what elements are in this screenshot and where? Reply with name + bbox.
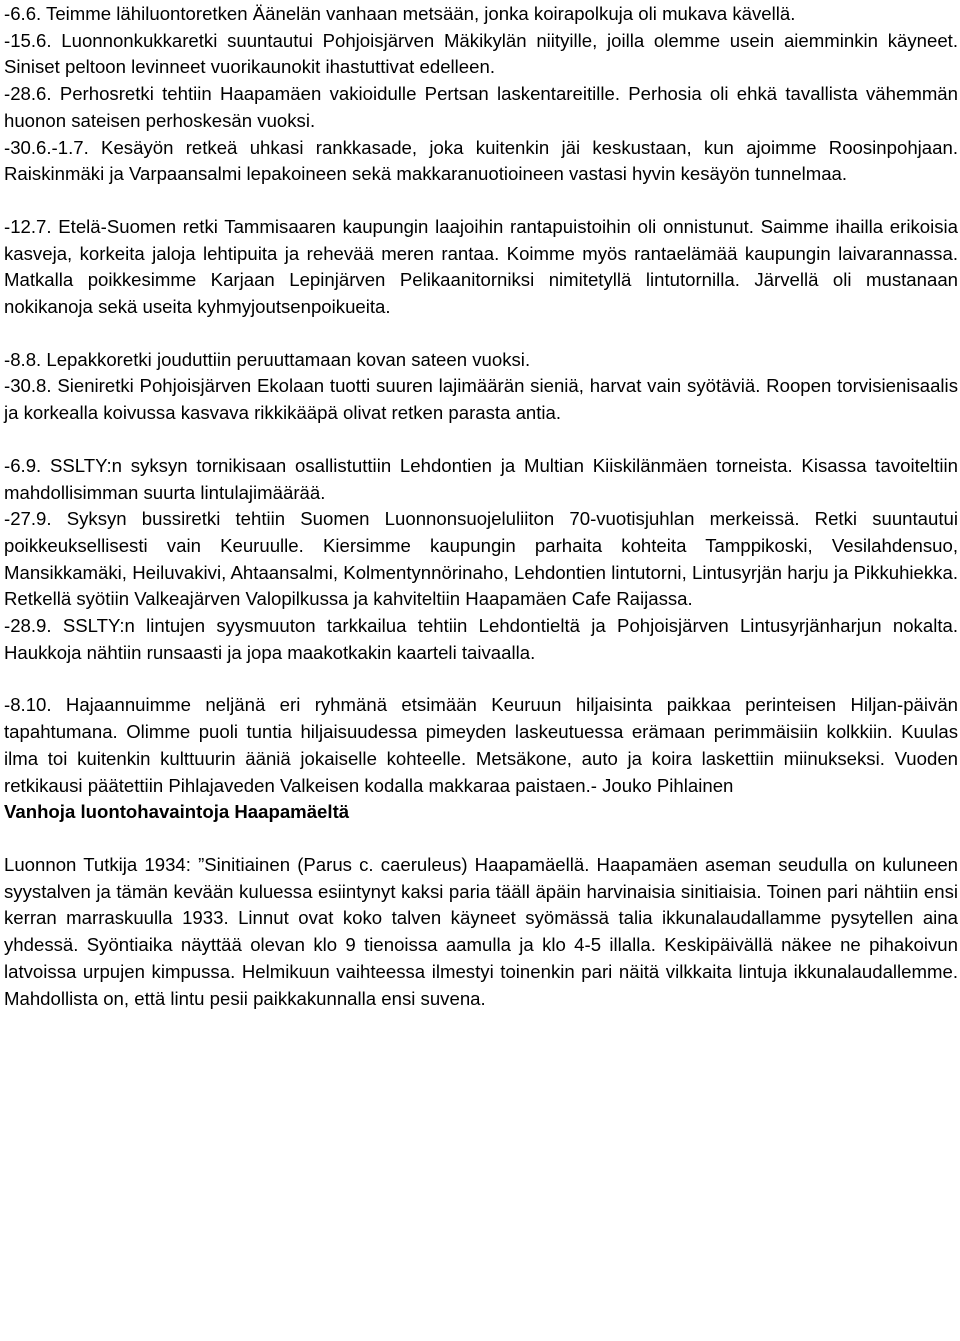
entry-27-9: -27.9. Syksyn bussiretki tehtiin Suomen Luonnonsuojeluliiton 70-vuotisjuhlan merkeissä. Retki suuntautui poikkeuksellisesti vain Keuruulle. Kiersimme kaupungin parhaita kohteita Tamppikoski, Vesilahdensuo, Mansikkamäki, Heiluvakivi, Ahtaansalmi, Kolmentynnörinaho, Lehdontien lintutorni, Lintusyrjän harju ja Pikkuhiekka. Retkellä syötiin Valkeajärven Valopilkussa ja kahviteltiin Haapamäen Cafe Raijassa.: [4, 508, 958, 610]
document-page: [4, 0, 958, 1012]
entry-6-9: -6.9. SSLTY:n syksyn tornikisaan osallistuttiin Lehdontien ja Multian Kiiskilänmäen torneista. Kisassa tavoiteltiin mahdollisimman suurta lintulajimäärää.: [4, 454, 958, 503]
entry-8-8: -8.8. Lepakkoretki jouduttiin peruuttamaan kovan sateen vuoksi.: [4, 348, 531, 370]
section-heading: Vanhoja luontohavaintoja Haapamäeltä: [4, 801, 350, 823]
entry-12-7: -12.7. Etelä-Suomen retki Tammisaaren kaupungin laajoihin rantapuistoihin oli onnistunut. Saimme ihailla erikoisia kasveja, korkeita jaloja lehtipuita ja rehevää meren rantaa. Koimme myös rantaelämää kaupungin laivarannassa. Matkalla poikkesimme Karjaan Lepinjärven Pelikaanitorniksi nimitetyllä lintutornilla. Järvellä oli mustanaan nokikanoja sekä useita kyhmyjoutsenpoikueita.: [4, 215, 958, 318]
section-body: Luonnon Tutkija 1934: ”Sinitiainen (Parus c. caeruleus) Haapamäellä. Haapamäen aseman seudulla on kuluneen syystalven ja tämän kevään kuluessa esiintynyt kaksi paria tääll äpäin harvinaisia sinitiaisia. Toinen pari nähtiin ensi kerran marraskuulla 1933. Linnut ovat koko talven käyneet syömässä talia ikkunalaudallamme pysytellen aina yhdessä. Syöntiaika näyttää olevan klo 9 tienoissa aamulla ja klo 4-5 illalla. Keskipäivällä näkee ne pihakoivun latvoissa urpujen kimpussa. Helmikuun vaihteessa ilmestyi toinenkin pari näitä vilkkaita lintuja ikkunalaudallemme. Mahdollista on, että lintu pesii paikkakunnalla ensi suvena.: [4, 853, 958, 1009]
entry-6-6: -6.6. Teimme lähiluontoretken Äänelän vanhaan metsään, jonka koirapolkuja oli mukava kävellä.: [4, 3, 796, 24]
entry-28-6: -28.6. Perhosretki tehtiin Haapamäen vakioidulle Pertsan laskentareitille. Perhosia oli ehkä tavallista vähemmän huonon sateisen perhoskesän vuoksi.: [4, 83, 958, 131]
entry-8-10: -8.10. Hajaannuimme neljänä eri ryhmänä etsimään Keuruun hiljaisinta paikkaa perinteisen Hiljan-päivän tapahtumana. Olimme puoli tuntia hiljaisuudessa pimeyden laskeutuessa erämaan perimmäisiin kolkkiin. Kuulas ilma toi kuitenkin kulttuurin ääniä jokaiselle kohteelle. Metsäkone, auto ja koira laskettiin miinukseksi. Vuoden retkikausi päätettiin Pihlajaveden Valkeisen kodalla makkaraa paistaen.- Jouko Pihlainen: [4, 694, 958, 796]
entry-15-6: -15.6. Luonnonkukkaretki suuntautui Pohjoisjärven Mäkikylän niityille, joilla olemme usein aiemminkin käyneet. Siniset peltoon levinneet vuorikaunokit ihastuttivat edelleen.: [4, 29, 958, 78]
entry-30-6: -30.6.-1.7. Kesäyön retkeä uhkasi rankkasade, joka kuitenkin jäi keskustaan, kun ajoimme Roosinpohjaan. Raiskinmäki ja Varpaansalmi lepakoineen sekä makkaranuotioineen vastasi hyvin kesäyön tunnelmaa.: [4, 136, 958, 185]
entry-30-8: -30.8. Sieniretki Pohjoisjärven Ekolaan tuotti suuren lajimäärän sieniä, harvat vain syötäviä. Roopen torvisienisaalis ja korkealla koivussa kasvava rikkikääpä olivat retken parasta antia.: [4, 375, 958, 424]
entry-28-9: -28.9. SSLTY:n lintujen syysmuuton tarkkailua tehtiin Lehdontieltä ja Pohjoisjärven Lintusyrjänharjun nokalta. Haukkoja nähtiin runsaasti ja jopa maakotkakin kaarteli taivaalla.: [4, 615, 958, 663]
